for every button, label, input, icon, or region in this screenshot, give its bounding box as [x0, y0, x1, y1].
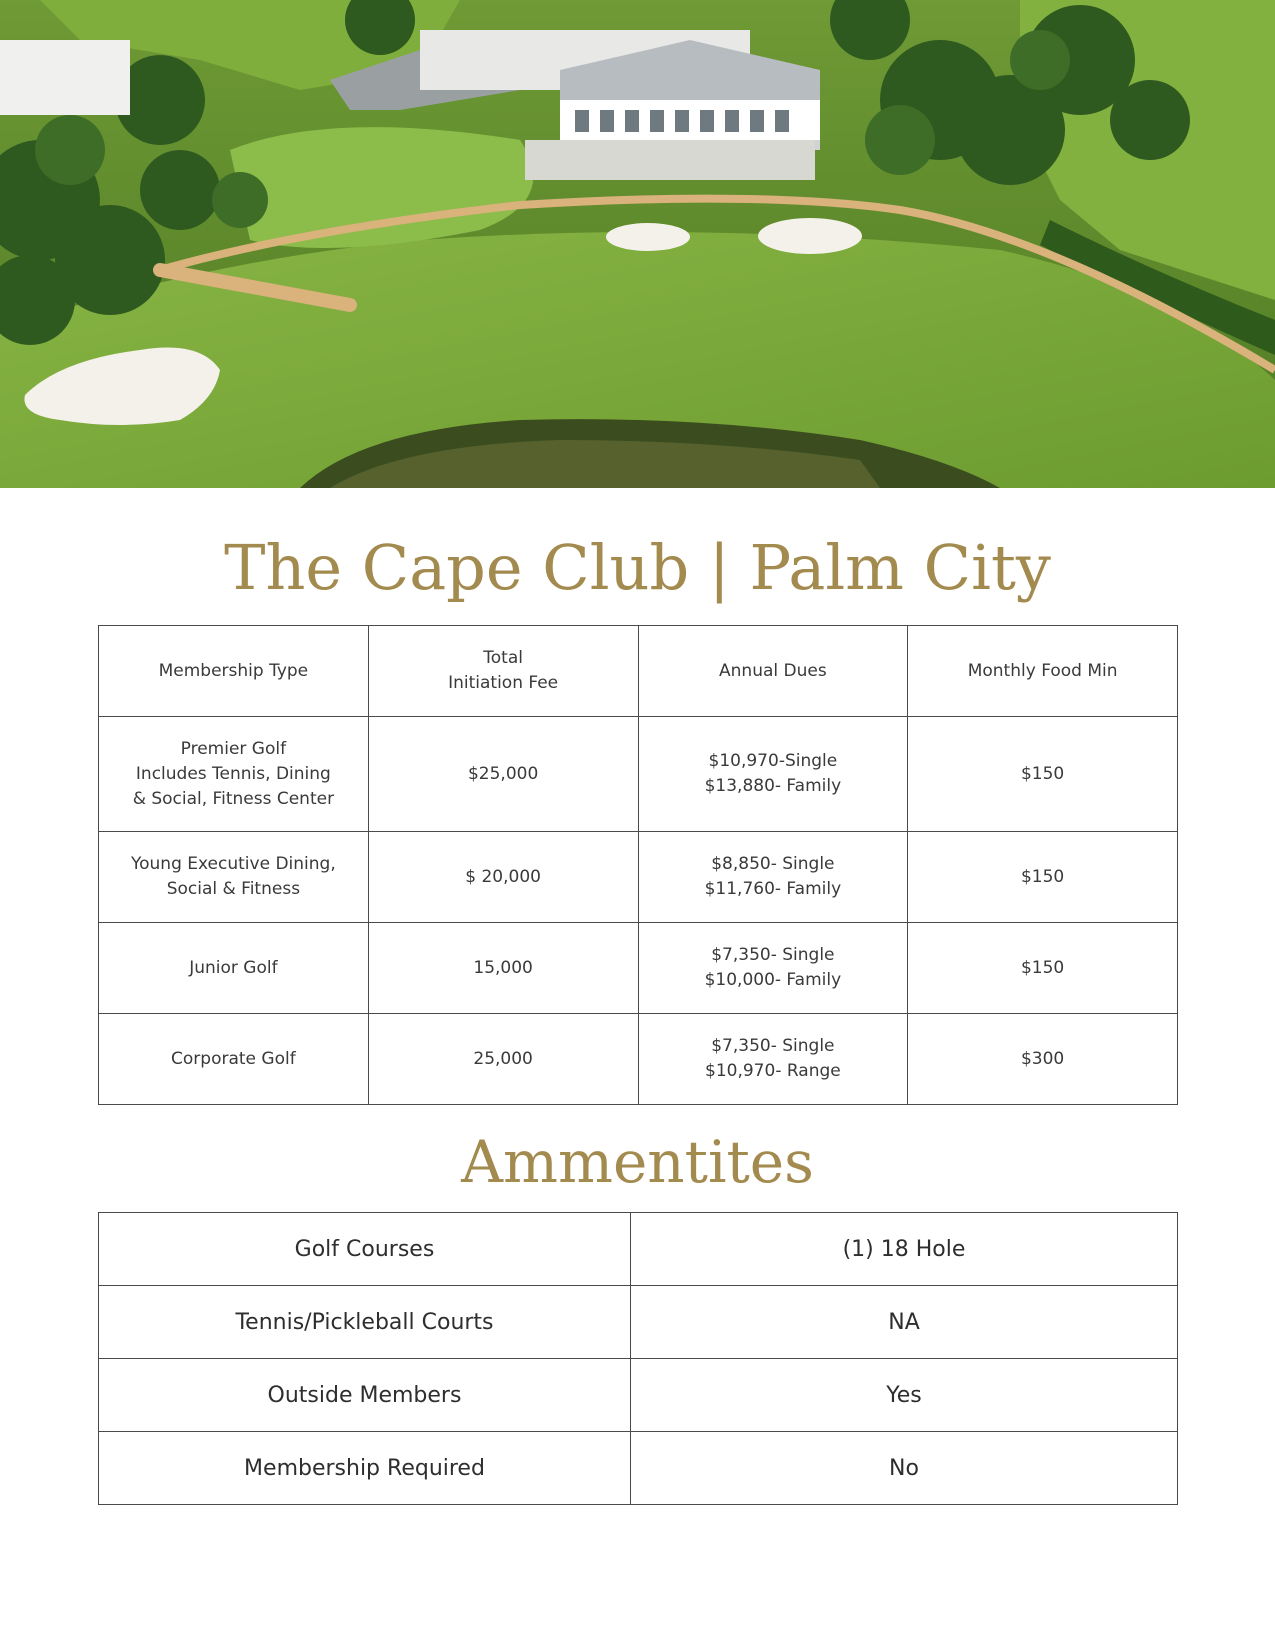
- food-min-cell: $300: [908, 1014, 1178, 1105]
- golf-course-aerial-photo: [0, 0, 1275, 488]
- table-row: [99, 1286, 1178, 1359]
- annual-dues-cell: $10,970-Single $13,880- Family: [638, 717, 908, 832]
- amenity-label: Outside Members: [99, 1359, 631, 1432]
- amenity-value: No: [631, 1432, 1178, 1505]
- amenity-value: (1) 18 Hole: [631, 1213, 1178, 1286]
- annual-dues-cell: $7,350- Single $10,000- Family: [638, 923, 908, 1014]
- column-header-membership-type: Membership Type: [99, 626, 369, 717]
- hero-image: [0, 0, 1275, 488]
- table-row: [99, 1432, 1178, 1505]
- table-row: [99, 1359, 1178, 1432]
- table-row: [99, 923, 1178, 1014]
- initiation-fee-cell: $ 20,000: [368, 832, 638, 923]
- table-header-row: [99, 626, 1178, 717]
- initiation-fee-cell: $25,000: [368, 717, 638, 832]
- food-min-cell: $150: [908, 923, 1178, 1014]
- header-initiation-line-2: Initiation Fee: [448, 673, 559, 693]
- membership-table: [98, 625, 1178, 1105]
- food-min-cell: $150: [908, 832, 1178, 923]
- annual-dues-cell: $8,850- Single $11,760- Family: [638, 832, 908, 923]
- column-header-annual-dues: Annual Dues: [638, 626, 908, 717]
- amenities-title: Ammentites: [461, 1128, 814, 1196]
- amenities-table: [98, 1212, 1178, 1505]
- table-row: [99, 1014, 1178, 1105]
- column-header-monthly-food-min: Monthly Food Min: [908, 626, 1178, 717]
- table-row: [99, 717, 1178, 832]
- membership-type-cell: Premier Golf Includes Tennis, Dining & Social, Fitness Center: [99, 717, 369, 832]
- header-initiation-line-1: Total: [483, 648, 523, 668]
- amenity-value: Yes: [631, 1359, 1178, 1432]
- table-row: [99, 1213, 1178, 1286]
- food-min-cell: $150: [908, 717, 1178, 832]
- amenity-label: Golf Courses: [99, 1213, 631, 1286]
- page-title: The Cape Club | Palm City: [224, 531, 1051, 604]
- annual-dues-cell: $7,350- Single $10,970- Range: [638, 1014, 908, 1105]
- membership-type-cell: Junior Golf: [99, 923, 369, 1014]
- table-row: [99, 832, 1178, 923]
- amenity-label: Tennis/Pickleball Courts: [99, 1286, 631, 1359]
- amenity-value: NA: [631, 1286, 1178, 1359]
- column-header-initiation-fee: [368, 626, 638, 717]
- membership-type-cell: Corporate Golf: [99, 1014, 369, 1105]
- initiation-fee-cell: 15,000: [368, 923, 638, 1014]
- amenity-label: Membership Required: [99, 1432, 631, 1505]
- initiation-fee-cell: 25,000: [368, 1014, 638, 1105]
- membership-type-cell: Young Executive Dining, Social & Fitness: [99, 832, 369, 923]
